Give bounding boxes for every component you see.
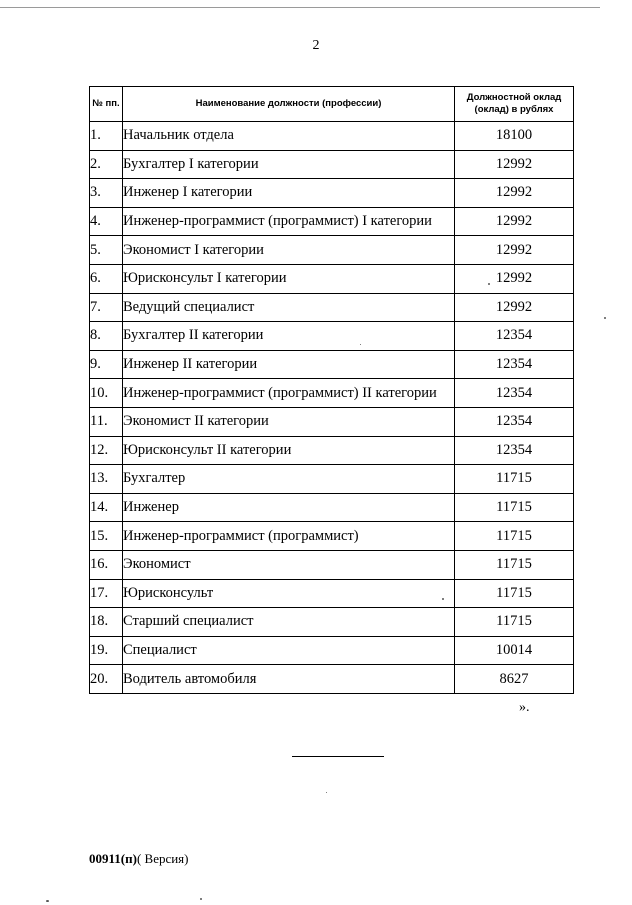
position-name: Бухгалтер <box>123 465 455 494</box>
position-name: Старший специалист <box>123 608 455 637</box>
position-name: Бухгалтер I категории <box>123 150 455 179</box>
row-number: 6. <box>90 264 123 293</box>
row-number: 14. <box>90 493 123 522</box>
table-row <box>90 465 574 494</box>
position-name: Инженер-программист (программист) II категории <box>123 379 455 408</box>
salary-value: 12354 <box>455 436 574 465</box>
position-name: Начальник отдела <box>123 122 455 151</box>
table-row <box>90 150 574 179</box>
position-name: Специалист <box>123 636 455 665</box>
scan-speck <box>360 344 361 345</box>
position-name: Экономист I категории <box>123 236 455 265</box>
table-row <box>90 522 574 551</box>
table-row <box>90 493 574 522</box>
salary-value: 11715 <box>455 522 574 551</box>
position-name: Водитель автомобиля <box>123 665 455 694</box>
scan-speck <box>488 283 490 285</box>
position-name: Бухгалтер II категории <box>123 322 455 351</box>
table-row <box>90 207 574 236</box>
document-code: 00911(п) <box>89 851 137 866</box>
row-number: 15. <box>90 522 123 551</box>
row-number: 12. <box>90 436 123 465</box>
position-name: Инженер-программист (программист) <box>123 522 455 551</box>
scan-speck <box>46 900 49 902</box>
document-version: ( Версия) <box>136 851 189 866</box>
header-position: Наименование должности (профессии) <box>123 87 455 122</box>
row-number: 7. <box>90 293 123 322</box>
scan-edge-line <box>0 7 600 8</box>
row-number: 11. <box>90 407 123 436</box>
position-name: Ведущий специалист <box>123 293 455 322</box>
table-row <box>90 636 574 665</box>
table-row <box>90 407 574 436</box>
header-salary: Должностной оклад (оклад) в рублях <box>455 87 574 122</box>
salary-value: 12992 <box>455 150 574 179</box>
salary-value: 12354 <box>455 322 574 351</box>
row-number: 5. <box>90 236 123 265</box>
table-row <box>90 350 574 379</box>
row-number: 16. <box>90 550 123 579</box>
table-row <box>90 293 574 322</box>
table-row <box>90 608 574 637</box>
salary-value: 12992 <box>455 207 574 236</box>
row-number: 8. <box>90 322 123 351</box>
row-number: 17. <box>90 579 123 608</box>
row-number: 20. <box>90 665 123 694</box>
position-name: Экономист <box>123 550 455 579</box>
salary-value: 11715 <box>455 550 574 579</box>
position-name: Юрисконсульт II категории <box>123 436 455 465</box>
table-row <box>90 579 574 608</box>
table-row <box>90 379 574 408</box>
salary-value: 11715 <box>455 579 574 608</box>
salary-value: 12992 <box>455 179 574 208</box>
row-number: 2. <box>90 150 123 179</box>
table-row <box>90 264 574 293</box>
row-number: 10. <box>90 379 123 408</box>
table-row <box>90 122 574 151</box>
row-number: 18. <box>90 608 123 637</box>
row-number: 3. <box>90 179 123 208</box>
salary-value: 11715 <box>455 608 574 637</box>
position-name: Инженер I категории <box>123 179 455 208</box>
salary-value: 8627 <box>455 665 574 694</box>
salary-value: 11715 <box>455 465 574 494</box>
table-row <box>90 322 574 351</box>
position-name: Экономист II категории <box>123 407 455 436</box>
table-row <box>90 179 574 208</box>
position-name: Инженер <box>123 493 455 522</box>
scan-speck <box>200 898 202 900</box>
page-number: 2 <box>312 38 320 53</box>
table-row <box>90 665 574 694</box>
scan-speck <box>442 598 444 600</box>
salary-value: 18100 <box>455 122 574 151</box>
salary-value: 12354 <box>455 350 574 379</box>
scan-speck <box>326 792 327 793</box>
separator-line <box>292 756 384 757</box>
document-footer <box>89 851 189 867</box>
table-header-row <box>90 87 574 122</box>
row-number: 19. <box>90 636 123 665</box>
row-number: 1. <box>90 122 123 151</box>
position-name: Инженер-программист (программист) I категории <box>123 207 455 236</box>
salary-value: 12354 <box>455 407 574 436</box>
salary-value: 12992 <box>455 293 574 322</box>
row-number: 9. <box>90 350 123 379</box>
header-number: № пп. <box>90 87 123 122</box>
scan-speck <box>604 317 606 319</box>
position-name: Юрисконсульт I категории <box>123 264 455 293</box>
salary-value: 12992 <box>455 236 574 265</box>
table-row <box>90 436 574 465</box>
salary-value: 12992 <box>455 264 574 293</box>
closing-quote: ». <box>519 700 530 715</box>
position-name: Инженер II категории <box>123 350 455 379</box>
salary-value: 11715 <box>455 493 574 522</box>
salary-table <box>89 86 574 694</box>
position-name: Юрисконсульт <box>123 579 455 608</box>
salary-value: 12354 <box>455 379 574 408</box>
row-number: 13. <box>90 465 123 494</box>
salary-value: 10014 <box>455 636 574 665</box>
row-number: 4. <box>90 207 123 236</box>
table-row <box>90 550 574 579</box>
table-row <box>90 236 574 265</box>
